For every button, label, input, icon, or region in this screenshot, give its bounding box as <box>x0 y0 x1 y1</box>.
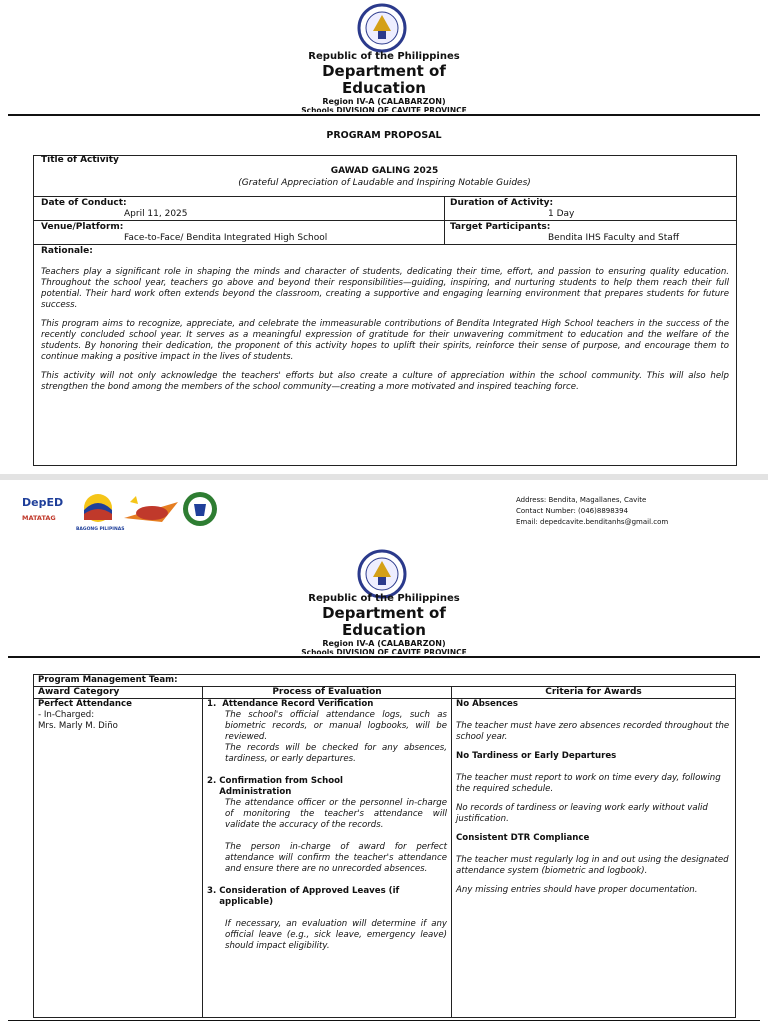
criteria-item: The teacher must have zero absences recorded throughout the school year. <box>456 721 730 742</box>
rationale-label: Rationale: <box>41 246 93 256</box>
header-rule <box>8 656 760 658</box>
document-title: PROGRAM PROPOSAL <box>326 130 442 141</box>
rationale-paragraph: This program aims to recognize, appreciate, and celebrate the immeasurable contributions of Bendita Integrated High School teachers in the success of the recently concluded school year. It serves as a meaningful expression of gratitude for their unwavering commitment to education and the welfare of the students. By honoring their dedication, the proponent of this activity hopes to uplift their spirits, reinforce their sense of purpose, and encourage them to continue making a positive impact in the lives of students. <box>41 319 729 362</box>
bagong-pilipinas-logo-icon <box>78 492 118 526</box>
criteria-heading: Consistent DTR Compliance <box>456 833 590 843</box>
criteria-item: The teacher must regularly log in and out using the designated attendance system (biometric and logbook). <box>456 855 729 876</box>
date-value: April 11, 2025 <box>124 209 188 219</box>
step-text: The attendance officer or the personnel in-charge of monitoring the teacher's attendance will validate the accuracy of the records. <box>225 798 447 830</box>
step-text: The person in-charge of award for perfect attendance will confirm the teacher's attendance and ensure there are no unrecorded absences. <box>225 842 447 874</box>
contact-block <box>516 495 668 528</box>
bagong-pilipinas-text: BAGONG PILIPINAS <box>76 527 125 532</box>
republic-line: Republic of the Philippines <box>308 51 460 62</box>
contact-number-line: Contact Number: (046)8898394 <box>516 507 629 515</box>
evaluation-table <box>33 674 736 1018</box>
division-line: Schools DIVISION OF CAVITE PROVINCE <box>301 648 467 654</box>
activity-subtitle: (Grateful Appreciation of Laudable and Inspiring Notable Guides) <box>238 178 531 188</box>
rationale-body <box>41 267 729 401</box>
duration-label: Duration of Activity: <box>450 198 554 208</box>
row-divider <box>33 196 736 197</box>
division-line: Schools DIVISION OF CAVITE PROVINCE <box>301 106 467 112</box>
process-step <box>207 886 447 952</box>
header-process: Process of Evaluation <box>203 687 452 699</box>
step-text: The records will be checked for any absences, tardiness, or early departures. <box>225 743 447 764</box>
criteria-item: No records of tardiness or leaving work early without valid justification. <box>456 803 708 824</box>
award-person: Mrs. Marly M. Diño <box>38 721 118 731</box>
header-criteria: Criteria for Awards <box>452 687 736 699</box>
rationale-paragraph: Teachers play a significant role in shaping the minds and character of students, dedicating their time, effort, and passion to ensuring quality education. Throughout the school year, teachers go above and beyond their responsibilities—guiding, inspiring, and nurturing students to help them reach their full potential. Their hard work often extends beyond the classroom, creating a supportive and engaging learning environment that prepares students for future success. <box>41 267 729 310</box>
step-text: If necessary, an evaluation will determine if any official leave (e.g., sick leave, emergency leave) should impact eligibility. <box>225 919 447 951</box>
header-award-category: Award Category <box>34 687 203 699</box>
letterhead <box>0 51 768 112</box>
page-gap <box>0 474 768 480</box>
activity-name: GAWAD GALING 2025 <box>330 166 439 176</box>
participants-value: Bendita IHS Faculty and Staff <box>548 233 680 243</box>
award-incharge: - In-Charged: <box>38 710 95 720</box>
duration-value: 1 Day <box>548 209 575 219</box>
step-number: 3. <box>207 886 217 896</box>
row-divider <box>33 220 736 221</box>
deped-seal-icon <box>357 3 407 53</box>
department-line2: Education <box>342 79 426 97</box>
process-cell <box>203 699 452 1018</box>
matatag-logo: MATATAG <box>22 514 56 522</box>
criteria-item: The teacher must report to work on time every day, following the required schedule. <box>456 773 721 794</box>
process-step <box>207 699 447 765</box>
email-line: Email: depedcavite.benditanhs@gmail.com <box>516 518 669 526</box>
region-line: Region IV-A (CALABARZON) <box>322 639 446 648</box>
republic-line: Republic of the Philippines <box>308 593 460 604</box>
row-divider <box>33 244 736 245</box>
address-line: Address: Bendita, Magallanes, Cavite <box>516 496 647 504</box>
venue-label: Venue/Platform: <box>41 222 124 232</box>
step-number: 2. <box>207 776 217 786</box>
school-seal-icon <box>182 490 218 528</box>
department-line1: Department of <box>322 604 446 622</box>
participants-label: Target Participants: <box>450 222 551 232</box>
header-rule <box>8 114 760 116</box>
footer-logos <box>22 490 222 536</box>
criteria-cell <box>452 699 736 1018</box>
step-title: Attendance Record Verification <box>222 699 374 709</box>
page-one <box>0 0 768 474</box>
date-label: Date of Conduct: <box>41 198 127 208</box>
division-logo-icon <box>122 496 180 526</box>
step-number: 1. <box>207 699 217 709</box>
criteria-item: Any missing entries should have proper documentation. <box>456 885 698 895</box>
title-label: Title of Activity <box>41 155 119 165</box>
step-title: Consideration of Approved Leaves (if applicable) <box>219 886 400 907</box>
page-bottom-rule <box>8 1020 760 1021</box>
venue-value: Face-to-Face/ Bendita Integrated High School <box>124 233 328 243</box>
deped-logo: DepED <box>22 496 64 509</box>
rationale-paragraph: This activity will not only acknowledge the teachers' efforts but also create a culture of appreciation within the school community. This will also help strengthen the bond among the members of the school community—creating a more motivated and inspired teaching force. <box>41 371 729 392</box>
letterhead <box>0 593 768 654</box>
department-line1: Department of <box>322 62 446 80</box>
step-title: Confirmation from School Administration <box>219 776 343 797</box>
table-row <box>34 699 736 1018</box>
step-text: The school's official attendance logs, such as biometric records, or manual logbooks, will be reviewed. <box>225 710 447 742</box>
criteria-heading: No Tardiness or Early Departures <box>456 751 617 761</box>
column-divider <box>444 196 445 244</box>
deped-seal-icon <box>357 549 407 599</box>
region-line: Region IV-A (CALABARZON) <box>322 97 446 106</box>
department-line2: Education <box>342 621 426 639</box>
team-label: Program Management Team: <box>34 675 736 687</box>
award-cell <box>34 699 203 1018</box>
criteria-heading: No Absences <box>456 699 518 709</box>
process-step <box>207 776 447 875</box>
award-name: Perfect Attendance <box>38 699 132 709</box>
